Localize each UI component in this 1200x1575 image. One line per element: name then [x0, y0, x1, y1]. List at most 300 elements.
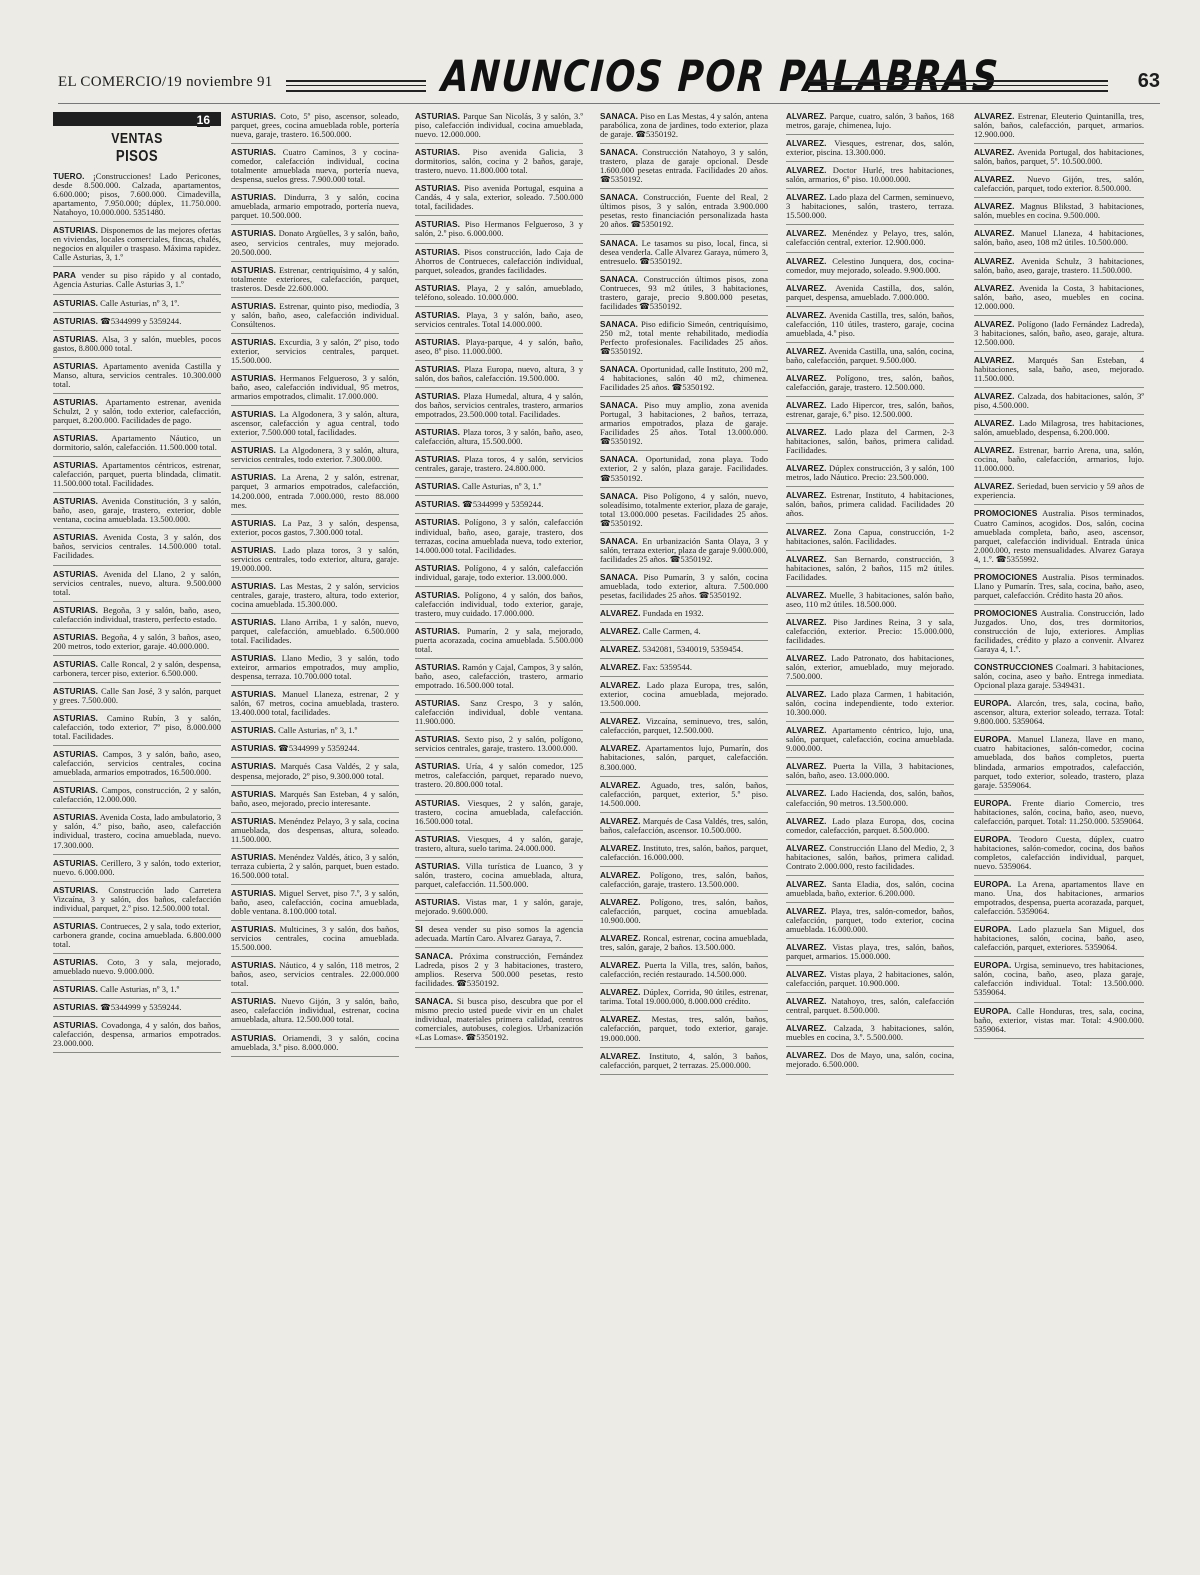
ad-keyword: ASTURIAS. [53, 686, 99, 696]
ad-keyword: ALVAREZ. [786, 166, 827, 176]
ad-keyword: ASTURIAS. [415, 798, 461, 808]
ad-keyword: ALVAREZ. [786, 401, 827, 411]
ad-keyword: ALVAREZ. [786, 690, 827, 700]
classified-ad [231, 925, 399, 957]
ad-text: Plaza toros, 4 y salón, servicios centrales, garaje, trastero. 24.800.000. [415, 454, 583, 474]
classified-ad [53, 958, 221, 981]
ad-keyword: EUROPA. [974, 834, 1012, 844]
header-rule-right [808, 80, 1108, 92]
ad-text: Oportunidad, calle Instituto, 200 m2, 4 habitaciones, salón 40 m2, chimenea. Facilidades 25 años. ☎5350192. [600, 364, 768, 393]
ad-text: Australia. Pisos terminados. Llano y Pumarín. Tres, sala, cocina, baño, aseo, parquet, calefacción. Crédito hasta 20 años. [974, 571, 1144, 600]
ad-text: Estrenar, centriquísimo, 4 y salón, totalmente exteriores, calefacción, parquet, trasteros. Desde 22.600.000. [231, 264, 399, 293]
classified-ad [600, 961, 768, 984]
ad-text: Muelle, 3 habitaciones, salón baño, aseo, 110 m2 útiles. 18.500.000. [786, 589, 954, 609]
ad-text: Coto, 3 y sala, mejorado, amueblado nuevo. 9.000.000. [53, 956, 221, 976]
ad-keyword: ASTURIAS. [53, 921, 99, 931]
ad-text: Calle Asturias, nº 3, 1.º [460, 481, 542, 492]
ad-text: Campos, construcción, 2 y salón, calefacción, 12.000.000. [53, 785, 221, 805]
ad-keyword: EUROPA. [974, 735, 1012, 745]
ad-keyword: ASTURIAS. [415, 482, 461, 492]
ad-text: Náutico, 4 y salón, 118 metros, 2 baños, aseo, servicios centrales. 22.000.000 total. [231, 960, 399, 989]
ad-text: Apartamento avenida Castilla y Manso, altura, servicios centrales. 10.300.000 total. [53, 360, 221, 389]
classified-ad [786, 690, 954, 722]
ad-text: Apartamento estrenar, avenida Schulzt, 2 y salón, todo exterior, calefacción, parquet, 8.200.000. Facilidades de pago. [53, 396, 221, 425]
ad-text: Donato Argüelles, 3 y salón, baño, aseo, servicios centrales, muy mejorado. 20.500.000. [231, 228, 399, 257]
ad-keyword: ASTURIAS. [53, 1003, 99, 1013]
classified-ad [231, 112, 399, 144]
ad-keyword: ASTURIAS. [231, 148, 277, 158]
ad-keyword: ALVAREZ. [600, 780, 641, 790]
ad-text: Avenida la Costa, 3 habitaciones, salón, baño, aseo, muebles en cocina. 12.000.000. [974, 282, 1144, 311]
ad-text: Uría, 4 y salón comedor, 125 metros, calefacción, parquet, reparado nuevo, trastero. 20.800.000 total. [415, 761, 583, 790]
ad-keyword: SANACA. [600, 274, 638, 284]
ad-text: Estrenar, Instituto, 4 habitaciones, salón, baños, primera calidad. Facilidades 20 años. [786, 490, 954, 519]
classified-ad [600, 988, 768, 1011]
ad-text: Viesques, 4 y salón, garaje, trastero, altura, suelo tarima. 24.000.000. [415, 833, 583, 853]
ad-keyword: ASTURIAS. [231, 1033, 277, 1043]
ad-keyword: SANACA. [600, 148, 638, 158]
ad-text: Santa Eladia, dos, salón, cocina amueblada, baño, exterior. 6.200.000. [786, 878, 954, 898]
section-number: 16 [196, 113, 210, 127]
ad-keyword: ASTURIAS. [53, 334, 99, 344]
ad-keyword: ALVAREZ. [786, 373, 827, 383]
ad-keyword: ASTURIAS. [53, 659, 99, 669]
classified-ad [231, 519, 399, 542]
ad-text: ☎5344999 y 5359244. [98, 1002, 182, 1013]
ad-keyword: ALVAREZ. [786, 283, 827, 293]
classified-ad [53, 687, 221, 710]
classified-ad [415, 952, 583, 993]
ad-text: Piso Pumarín, 3 y salón, cocina amueblada, todo exterior, altura. 7.500.000 pesetas, facilidades 25 años. ☎5350192. [600, 571, 768, 600]
ad-text: Calle Asturias, nº 3, 1.º [98, 984, 180, 995]
ad-keyword: ALVAREZ. [974, 112, 1015, 121]
ad-keyword: ASTURIAS. [53, 985, 99, 995]
classified-ad [600, 455, 768, 487]
ad-keyword: ALVAREZ. [600, 1015, 641, 1025]
classified-ad [415, 112, 583, 144]
classified-ad [231, 473, 399, 514]
ad-text: Marqués San Esteban, 4 y salón, baño, aseo, mejorado, precio interesante. [231, 788, 399, 808]
ad-keyword: ASTURIAS. [231, 816, 277, 826]
ad-keyword: ALVAREZ. [600, 681, 641, 691]
page-number: 63 [1137, 70, 1160, 92]
classified-ad [415, 663, 583, 695]
ad-keyword: ALVAREZ. [786, 310, 827, 320]
classified-ad [415, 564, 583, 587]
ad-text: Vistas playa, tres, salón, baños, parquet, armarios. 15.000.000. [786, 942, 954, 962]
column-3 [415, 112, 583, 1552]
ad-keyword: ASTURIAS. [53, 497, 99, 507]
ad-text: Si busca piso, descubra que por el mismo precio usted puede vivir en un chalet individual, materiales primera calidad, centros comerciales, autobuses, colegios. Urbanización «Las Lomas». ☎5350192. [415, 996, 583, 1043]
ad-keyword: ASTURIAS. [415, 861, 461, 871]
ad-text: Calzada, dos habitaciones, salón, 3º piso, 4.500.000. [974, 391, 1144, 411]
classified-ad [786, 726, 954, 758]
classified-ad [415, 699, 583, 731]
classified-ad [600, 744, 768, 776]
ad-keyword: EUROPA. [974, 880, 1012, 889]
ad-text: Excurdia, 3 y salón, 2º piso, todo exterior, servicios centrales, parquet. 15.500.000. [231, 336, 399, 365]
ad-keyword: ASTURIAS. [53, 361, 99, 371]
ad-text: Playa, tres, salón-comedor, baños, calefacción, parquet, todo exterior, cocina amueblada. 16.000.000. [786, 905, 954, 934]
classified-ad [786, 762, 954, 785]
ad-keyword: EUROPA. [974, 961, 1012, 971]
ad-keyword: EUROPA. [974, 925, 1012, 935]
classified-ad [53, 606, 221, 629]
ad-keyword: ALVAREZ. [600, 627, 641, 637]
classified-ad [53, 461, 221, 493]
classified-ad [974, 925, 1144, 957]
classified-ad [974, 202, 1144, 225]
ad-keyword: ALVAREZ. [786, 139, 827, 149]
classified-ad [415, 925, 583, 948]
classified-ad [415, 482, 583, 496]
ad-keyword: ASTURIAS. [415, 663, 461, 673]
classified-ad [974, 961, 1144, 1002]
ad-keyword: ASTURIAS. [415, 184, 461, 194]
ad-text: Dos de Mayo, una, salón, cocina, mejorado. 6.500.000. [786, 1050, 954, 1070]
column-4 [600, 112, 768, 1552]
classified-section-box [53, 112, 221, 166]
ad-text: La Algodonera, 3 y salón, altura, ascensor, calefacción y agua central, todo exterior, 7.500.000 total, facilidades. [231, 409, 399, 438]
ad-keyword: ALVAREZ. [974, 148, 1015, 158]
classified-ad [53, 398, 221, 430]
ad-keyword: ASTURIAS. [415, 563, 461, 573]
classified-ad [786, 844, 954, 876]
ad-text: Lado plazuela San Miguel, dos habitaciones, salón, cocina, baño, aseo, calefacción, parquet, exteriores. 5359064. [974, 924, 1144, 953]
ad-text: La Arena, apartamentos llave en mano. Una, dos habitaciones, armarios empotrados, despensa, puerta acorazada, parquet, calefacción. 5359064. [974, 879, 1144, 917]
classified-ad [415, 835, 583, 858]
classified-ad [974, 446, 1144, 478]
ad-keyword: ASTURIAS. [415, 762, 461, 772]
ad-keyword: PROMOCIONES [974, 608, 1038, 618]
ad-text: Parque San Nicolás, 3 y salón, 3.º piso, calefacción individual, cocina amueblada, nuevo. 12.000.000. [415, 112, 583, 140]
classified-ad [53, 434, 221, 457]
column-6 [974, 112, 1144, 1552]
ad-text: Hermanos Felgueroso, 3 y salón, baño, aseo, calefacción individual, 95 metros, armarios empotrados, climalit. 17.000.000. [231, 373, 399, 402]
classified-ad [415, 148, 583, 180]
ad-text: La Paz, 3 y salón, despensa, exterior, pocos gastos, 7.300.000 total. [231, 517, 399, 537]
ad-text: Polígono, tres, salón, baños, calefacción, garaje, trastero. 12.500.000. [786, 372, 954, 392]
ad-text: Manuel Llaneza, llave en mano, cuatro habitaciones, salón-comedor, cocina amueblada, dos baños completos, puerta blindada, armarios empotrados, calefacción, parquet, todo exterior, soleado, trastero, plaza garaje. 5359064. [974, 734, 1144, 790]
ad-keyword: ASTURIAS. [415, 518, 461, 528]
ad-keyword: ASTURIAS. [53, 957, 99, 967]
classified-ad [53, 786, 221, 809]
ad-keyword: ASTURIAS. [53, 885, 99, 895]
classified-ad [231, 853, 399, 885]
classified-ad [231, 744, 399, 758]
ad-keyword: ASTURIAS. [53, 632, 99, 642]
ad-text: Piso Hermanos Felgueroso, 3 y salón, 2.º piso. 6.000.000. [415, 219, 583, 239]
classified-ad [53, 497, 221, 529]
classified-ad [53, 271, 221, 294]
ad-text: Pumarín, 2 y sala, mejorado, puerta acorazada, cocina amueblada. 5.500.000 total. [415, 625, 583, 654]
ad-keyword: ALVAREZ. [974, 229, 1015, 239]
ad-text: Avenida Schulz, 3 habitaciones, salón, baño, aseo, garaje, trastero. 11.500.000. [974, 255, 1144, 275]
ad-text: Viesques, 2 y salón, garaje, trastero, cocina amueblada, calefacción. 16.500.000 total. [415, 797, 583, 826]
ad-text: Las Mestas, 2 y salón, servicios centrales, garaje, trastero, altura, todo exterior, cocina amueblada. 15.300.000. [231, 580, 399, 609]
ad-text: Calle Asturias, nº 3, 1º. [98, 297, 180, 308]
ad-text: Apartamentos céntricos, estrenar, calefacción, parquet, puerta blindada, climatit. 11.500.000 total. Facilidades. [53, 460, 221, 489]
ad-keyword: ASTURIAS. [231, 337, 277, 347]
ad-text: Estrenar, barrio Arena, una, salón, cocina, baño, calefacción, armarios, lujo. 11.000.000. [974, 445, 1144, 474]
ad-text: Menéndez Pelayo, 3 y sala, cocina amueblada, dos despensas, altura, soleado. 11.500.000. [231, 815, 399, 844]
classified-ad [53, 317, 221, 331]
ad-text: Polígono, tres, salón, baños, calefacción, parquet, cocina amueblada. 10.900.000. [600, 897, 768, 926]
ad-keyword: ALVAREZ. [600, 898, 641, 907]
ad-keyword: ASTURIAS. [231, 789, 277, 799]
ad-keyword: PROMOCIONES [974, 509, 1038, 519]
ad-text: Australia. Pisos terminados, Cuatro Caminos, acogidos. Dos, salón, cocina amueblada completa, baño, aseo, ascensor, parquet, calefacción individual. Entrada única 2.000.000, resto mensualidades. Alvarez Garaya 4, 1.º. ☎5355992. [974, 508, 1144, 564]
classified-ad [600, 781, 768, 813]
classified-ad [231, 817, 399, 849]
ad-keyword: ALVAREZ. [786, 843, 827, 853]
ad-text: Frente diario Comercio, tres habitaciones, salón, cocina, baño, aseo, nuevo, calefacción, parquet. Total: 11.250.000. 5359064. [974, 797, 1144, 826]
classified-ad [53, 299, 221, 313]
ad-text: Zona Capua, construcción, 1-2 habitaciones, salón. Facilidades. [786, 526, 954, 546]
classified-ad [786, 997, 954, 1020]
ad-keyword: ASTURIAS. [53, 397, 99, 407]
ad-keyword: SANACA. [600, 455, 638, 465]
classified-ad [974, 663, 1144, 695]
ad-keyword: SANACA. [600, 401, 638, 411]
classified-ad [786, 970, 954, 993]
ad-text: Dindurra, 3 y salón, cocina amueblada, armario empotrado, portería nueva, parquet. 10.500.000. [231, 192, 399, 221]
ad-text: Puerta la Villa, tres, salón, baños, calefacción, recién restaurado. 14.500.000. [600, 960, 768, 980]
classified-ad [600, 1015, 768, 1047]
ad-text: Calle Asturias, nº 3, 1.º [276, 725, 358, 736]
ad-text: Oriamendi, 3 y salón, cocina amueblada, 3.º piso. 8.000.000. [231, 1032, 399, 1052]
ad-text: Lado plaza del Carmen, seminuevo, 3 habitaciones, salón, trastero, terraza. 15.500.000. [786, 192, 954, 221]
classified-ad [600, 320, 768, 361]
ad-text: Doctor Hurlé, tres habitaciones, salón, armarios, 6º piso. 10.000.000. [786, 165, 954, 185]
ad-keyword: ALVAREZ. [786, 1051, 827, 1061]
ad-text: Alarcón, tres, sala, cocina, baño, ascensor, altura, exterior soleado, terraza. Total: 9.800.000. 5359064. [974, 698, 1144, 727]
classified-ad [600, 112, 768, 144]
ad-keyword: ASTURIAS. [231, 446, 277, 456]
ad-keyword: ASTURIAS. [415, 364, 461, 374]
ad-keyword: SANACA. [600, 536, 638, 546]
ad-keyword: ASTURIAS. [415, 283, 461, 293]
ad-keyword: ASTURIAS. [231, 193, 277, 203]
ad-text: Próxima construcción, Fernández Ladreda, pisos 2 y 3 habitaciones, trastero, amplios. Reserva 500.000 pesetas, resto facilidades. ☎5350192. [415, 951, 583, 989]
ad-text: Piso Jardines Reina, 3 y sala, calefacción, exterior. Precio: 15.000.000, facilidades. [786, 616, 954, 645]
classified-ad [600, 934, 768, 957]
classified-ad [974, 482, 1144, 505]
classified-ad [786, 555, 954, 587]
ad-text: Piso en Las Mestas, 4 y salón, antena parabólica, zona de jardines, todo exterior, plaza de garaje. ☎5350192. [600, 112, 768, 140]
ad-text: Construcción Natahoyo, 3 y salón, trastero, plaza de garaje opcional. Desde 1.600.000 pesetas entrada. Facilidades 20 años. ☎5350192. [600, 147, 768, 185]
ad-text: La Arena, 2 y salón, estrenar, parquet, 3 armarios empotrados, calefacción, 14.200.000, entrada 7.000.000, resto 88.000 mes. [231, 472, 399, 510]
classified-ad [600, 573, 768, 605]
ad-text: Estrenar, Eleuterio Quintanilla, tres, salón, baños, calefacción, parquet, armarios. 12.900.000. [974, 112, 1144, 140]
classified-ad [53, 660, 221, 683]
ad-text: Construcción Llano del Medio, 2, 3 habitaciones, salón, baños, primera calidad. Contrato 2.000.000, resto facilidades. [786, 842, 954, 871]
ad-text: Menéndez Valdés, ático, 3 y salón, terraza cubierta, 2 y salón, parquet, buen estado. 16.500.000 total. [231, 851, 399, 880]
ad-text: Avenida Castilla, una, salón, cocina, baño, calefacción, parquet. 9.500.000. [786, 345, 954, 365]
classified-ad [231, 374, 399, 406]
ad-keyword: ASTURIAS. [53, 316, 99, 326]
ad-text: Multicines, 3 y salón, dos baños, servicios centrales, cocina amueblada. 15.500.000. [231, 924, 399, 953]
ad-text: Polígono, 4 y salón, calefacción individual, garaje, todo exterior. 13.000.000. [415, 562, 583, 582]
ad-text: Parque, cuatro, salón, 3 baños, 168 metros, garaje, chimenea, lujo. [786, 112, 954, 131]
classified-ad [231, 193, 399, 225]
ad-text: Ramón y Cajal, Campos, 3 y salón, baño, aseo, calefacción, trastero, armario empotrado. 16.500.000 total. [415, 662, 583, 691]
section-heading [68, 126, 206, 166]
ad-text: Dúplex construcción, 3 y salón, 100 metros, lado Náutico. Precio: 23.500.000. [786, 463, 954, 483]
classified-ad [974, 320, 1144, 352]
classified-ad [53, 226, 221, 267]
ad-text: Vistas mar, 1 y salón, garaje, mejorado. 9.600.000. [415, 896, 583, 916]
ad-keyword: SANACA. [600, 365, 638, 375]
ad-text: Lado plaza Europa, dos, cocina comedor, calefacción, parquet. 8.500.000. [786, 815, 954, 835]
ad-keyword: ALVAREZ. [600, 717, 641, 727]
classified-ad [786, 654, 954, 686]
ad-text: Celestino Junquera, dos, cocina-comedor, muy mejorado, soleado. 9.900.000. [786, 255, 954, 275]
ad-keyword: ALVAREZ. [600, 1051, 641, 1061]
classified-ad [53, 633, 221, 656]
section-title: ANUNCIOS POR PALABRAS [440, 52, 1001, 102]
ad-text: Piso avenida Portugal, esquina a Candás, 4 y sala, exterior, soleado. 7.500.000 total, facilidades. [415, 183, 583, 212]
ad-text: Nuevo Gijón, 3 y salón, baño, aseo, calefacción individual, estrenar, cocina amueblada, altura. 12.500.000 total. [231, 996, 399, 1025]
classified-ad [231, 1034, 399, 1057]
ad-keyword: ASTURIAS. [231, 997, 277, 1007]
classified-ad [415, 455, 583, 478]
classified-ad [600, 871, 768, 894]
ad-text: Marqués Casa Valdés, 2 y sala, despensa, mejorado, 2º piso, 9.300.000 total. [231, 761, 399, 781]
ad-text: desea vender su piso somos la agencia adecuada. Martín Caro. Alvarez Garaya, 7. [415, 924, 583, 944]
classified-ad [600, 717, 768, 740]
classified-ad [600, 492, 768, 533]
classified-ad [53, 1021, 221, 1053]
ad-keyword: ASTURIAS. [415, 220, 461, 230]
classified-ad [786, 139, 954, 162]
ad-keyword: ASTURIAS. [231, 518, 277, 528]
ad-keyword: ALVAREZ. [974, 446, 1015, 456]
ad-keyword: ALVAREZ. [786, 617, 827, 627]
ad-keyword: ASTURIAS. [415, 337, 461, 347]
classified-ad [231, 338, 399, 370]
ad-keyword: SANACA. [600, 491, 638, 501]
classified-ad [974, 257, 1144, 280]
ad-text: Apartamento céntrico, lujo, una, salón, parquet, calefacción, cocina amueblada. 9.000.000. [786, 725, 954, 754]
ad-text: Calle Carmen, 4. [640, 626, 701, 637]
ad-text: Piso Polígono, 4 y salón, nuevo, soleadísimo, totalmente exterior, plaza de garaje, total 13.000.000 pesetas. Facilidades 25 años. ☎5350192. [600, 490, 768, 528]
classified-ad [231, 582, 399, 614]
classified-ad [786, 193, 954, 225]
ad-keyword: EUROPA. [974, 699, 1012, 709]
ad-keyword: ALVAREZ. [974, 256, 1015, 266]
ad-keyword: ASTURIAS. [53, 1021, 99, 1031]
classified-ad [600, 609, 768, 623]
ad-keyword: ASTURIAS. [231, 374, 277, 384]
ad-keyword: ALVAREZ. [786, 193, 827, 203]
ad-keyword: ALVAREZ. [600, 609, 641, 619]
ad-text: Polígono, tres, salón, baños, calefacción, garaje, trastero. 13.500.000. [600, 869, 768, 889]
classified-ad [53, 813, 221, 854]
ad-keyword: ASTURIAS. [415, 247, 461, 257]
ad-keyword: ASTURIAS. [231, 852, 277, 862]
ad-text: San Bernardo, construcción, 3 habitaciones, salón, 2 baños, 115 m2 útiles. Facilidades. [786, 553, 954, 582]
classified-ad [231, 410, 399, 442]
ad-keyword: PARA [53, 271, 76, 281]
classified-ad [786, 166, 954, 189]
ad-text: Vistas playa, 2 habitaciones, salón, calefacción, parquet. 10.900.000. [786, 969, 954, 989]
ad-text: Contrueces, 2 y sala, todo exterior, carbonera grande, cocina amueblada. 6.800.000 total. [53, 920, 221, 949]
classified-ad [786, 311, 954, 343]
classified-ad [786, 943, 954, 966]
classified-ad [231, 302, 399, 334]
ad-text: Piso edificio Simeón, centriquísimo, 250 m2, total mente rehabilitado, mediodía Perfecto profesionales. Facilidades 25 años. ☎5350192. [600, 318, 768, 356]
ad-text: Aguado, tres, salón, baños, calefacción, parquet, exterior, 5.º piso. 14.500.000. [600, 779, 768, 808]
ad-text: Dúplex, Corrida, 90 útiles, estrenar, tarima. Total 19.000.000, 8.000.000 crédito. [600, 987, 768, 1007]
ad-text: Lado Hacienda, dos, salón, baños, calefacción, 90 metros. 13.500.000. [786, 788, 954, 808]
ad-keyword: ALVAREZ. [786, 906, 827, 916]
classified-ad [600, 645, 768, 659]
column-5 [786, 112, 954, 1552]
ad-text: 5342081, 5340019, 5359454. [640, 644, 744, 655]
ad-keyword: ALVAREZ. [600, 816, 641, 826]
classified-ad [974, 509, 1144, 568]
classified-ad [974, 609, 1144, 659]
ad-text: Playa, 2 y salón, amueblado, teléfono, soleado. 10.000.000. [415, 282, 583, 302]
ad-keyword: ASTURIAS. [53, 569, 99, 579]
ad-keyword: ALVAREZ. [974, 202, 1015, 212]
ad-keyword: ALVAREZ. [600, 870, 641, 880]
ad-text: ☎5344999 y 5359244. [98, 315, 182, 326]
classified-ad [600, 537, 768, 569]
ad-text: Villa turística de Luanco, 3 y salón, trastero, cocina amueblada, altura, parquet, calefacción. 11.500.000. [415, 860, 583, 889]
classified-ad [415, 500, 583, 514]
classified-ad [600, 627, 768, 641]
classified-ad [786, 528, 954, 551]
classified-ad [786, 374, 954, 397]
classified-ad [231, 690, 399, 722]
ad-text: Avenida del Llano, 2 y salón, servicios centrales, nuevo, altura. 9.500.000 total. [53, 568, 221, 597]
ad-text: Avenida Constitución, 3 y salón, baño, aseo, garaje, trastero, exterior, doble ventana, cocina amueblada. 13.500.000. [53, 496, 221, 525]
column-2 [231, 112, 399, 1552]
ad-text: En urbanización Santa Olaya, 3 y salón, terraza exterior, plaza de garaje 9.000.000, facilidades 25 años. ☎5350192. [600, 535, 768, 564]
ad-keyword: ASTURIAS. [231, 726, 277, 736]
classified-ad [786, 789, 954, 812]
ad-text: Avenida Castilla, dos, salón, parquet, despensa, amueblado. 7.000.000. [786, 282, 954, 302]
ad-text: Nuevo Gijón, tres, salón, calefacción, parquet, todo exterior. 8.500.000. [974, 174, 1144, 194]
section-number-bar [53, 112, 221, 126]
classified-ad [600, 365, 768, 397]
ad-keyword: SANACA. [415, 997, 453, 1007]
classified-ad [415, 311, 583, 334]
ad-text: Avenida Castilla, tres, salón, baños, calefacción, 110 útiles, trastero, garaje, cocina amueblada, 4.º piso. [786, 309, 954, 338]
ad-keyword: ASTURIAS. [231, 888, 277, 898]
ad-keyword: ASTURIAS. [231, 410, 277, 420]
classified-ad [600, 148, 768, 189]
classified-ad [786, 284, 954, 307]
ad-keyword: ASTURIAS. [415, 112, 461, 121]
ad-keyword: ASTURIAS. [231, 690, 277, 700]
ad-keyword: ALVAREZ. [786, 816, 827, 826]
ad-text: Llano Arriba, 1 y salón, nuevo, parquet, calefacción, amueblado. 6.500.000 total. Facilidades. [231, 616, 399, 646]
classified-ad [600, 401, 768, 451]
ad-text: Polígono, 4 y salón, dos baños, calefacción individual, todo exterior, garaje, trastero, muy cuidado. 17.000.000. [415, 589, 583, 618]
ad-text: Miguel Servet, piso 7.º, 3 y salón, baño, aseo, calefacción, cocina amueblada, doble ventana. 8.100.000 total. [231, 887, 399, 917]
classified-ad [600, 844, 768, 867]
ad-keyword: ASTURIAS. [231, 229, 277, 239]
ad-text: Polígono (lado Fernández Ladreda), 3 habitaciones, salón, baño, aseo, garaje, altura. 12.500.000. [974, 318, 1144, 347]
classified-ad [786, 591, 954, 614]
classified-ad [786, 257, 954, 280]
ad-text: Lado Milagrosa, tres habitaciones, salón, amueblado, despensa, 6.200.000. [974, 418, 1144, 438]
classified-ad [231, 654, 399, 686]
ad-keyword: ASTURIAS. [415, 500, 461, 510]
